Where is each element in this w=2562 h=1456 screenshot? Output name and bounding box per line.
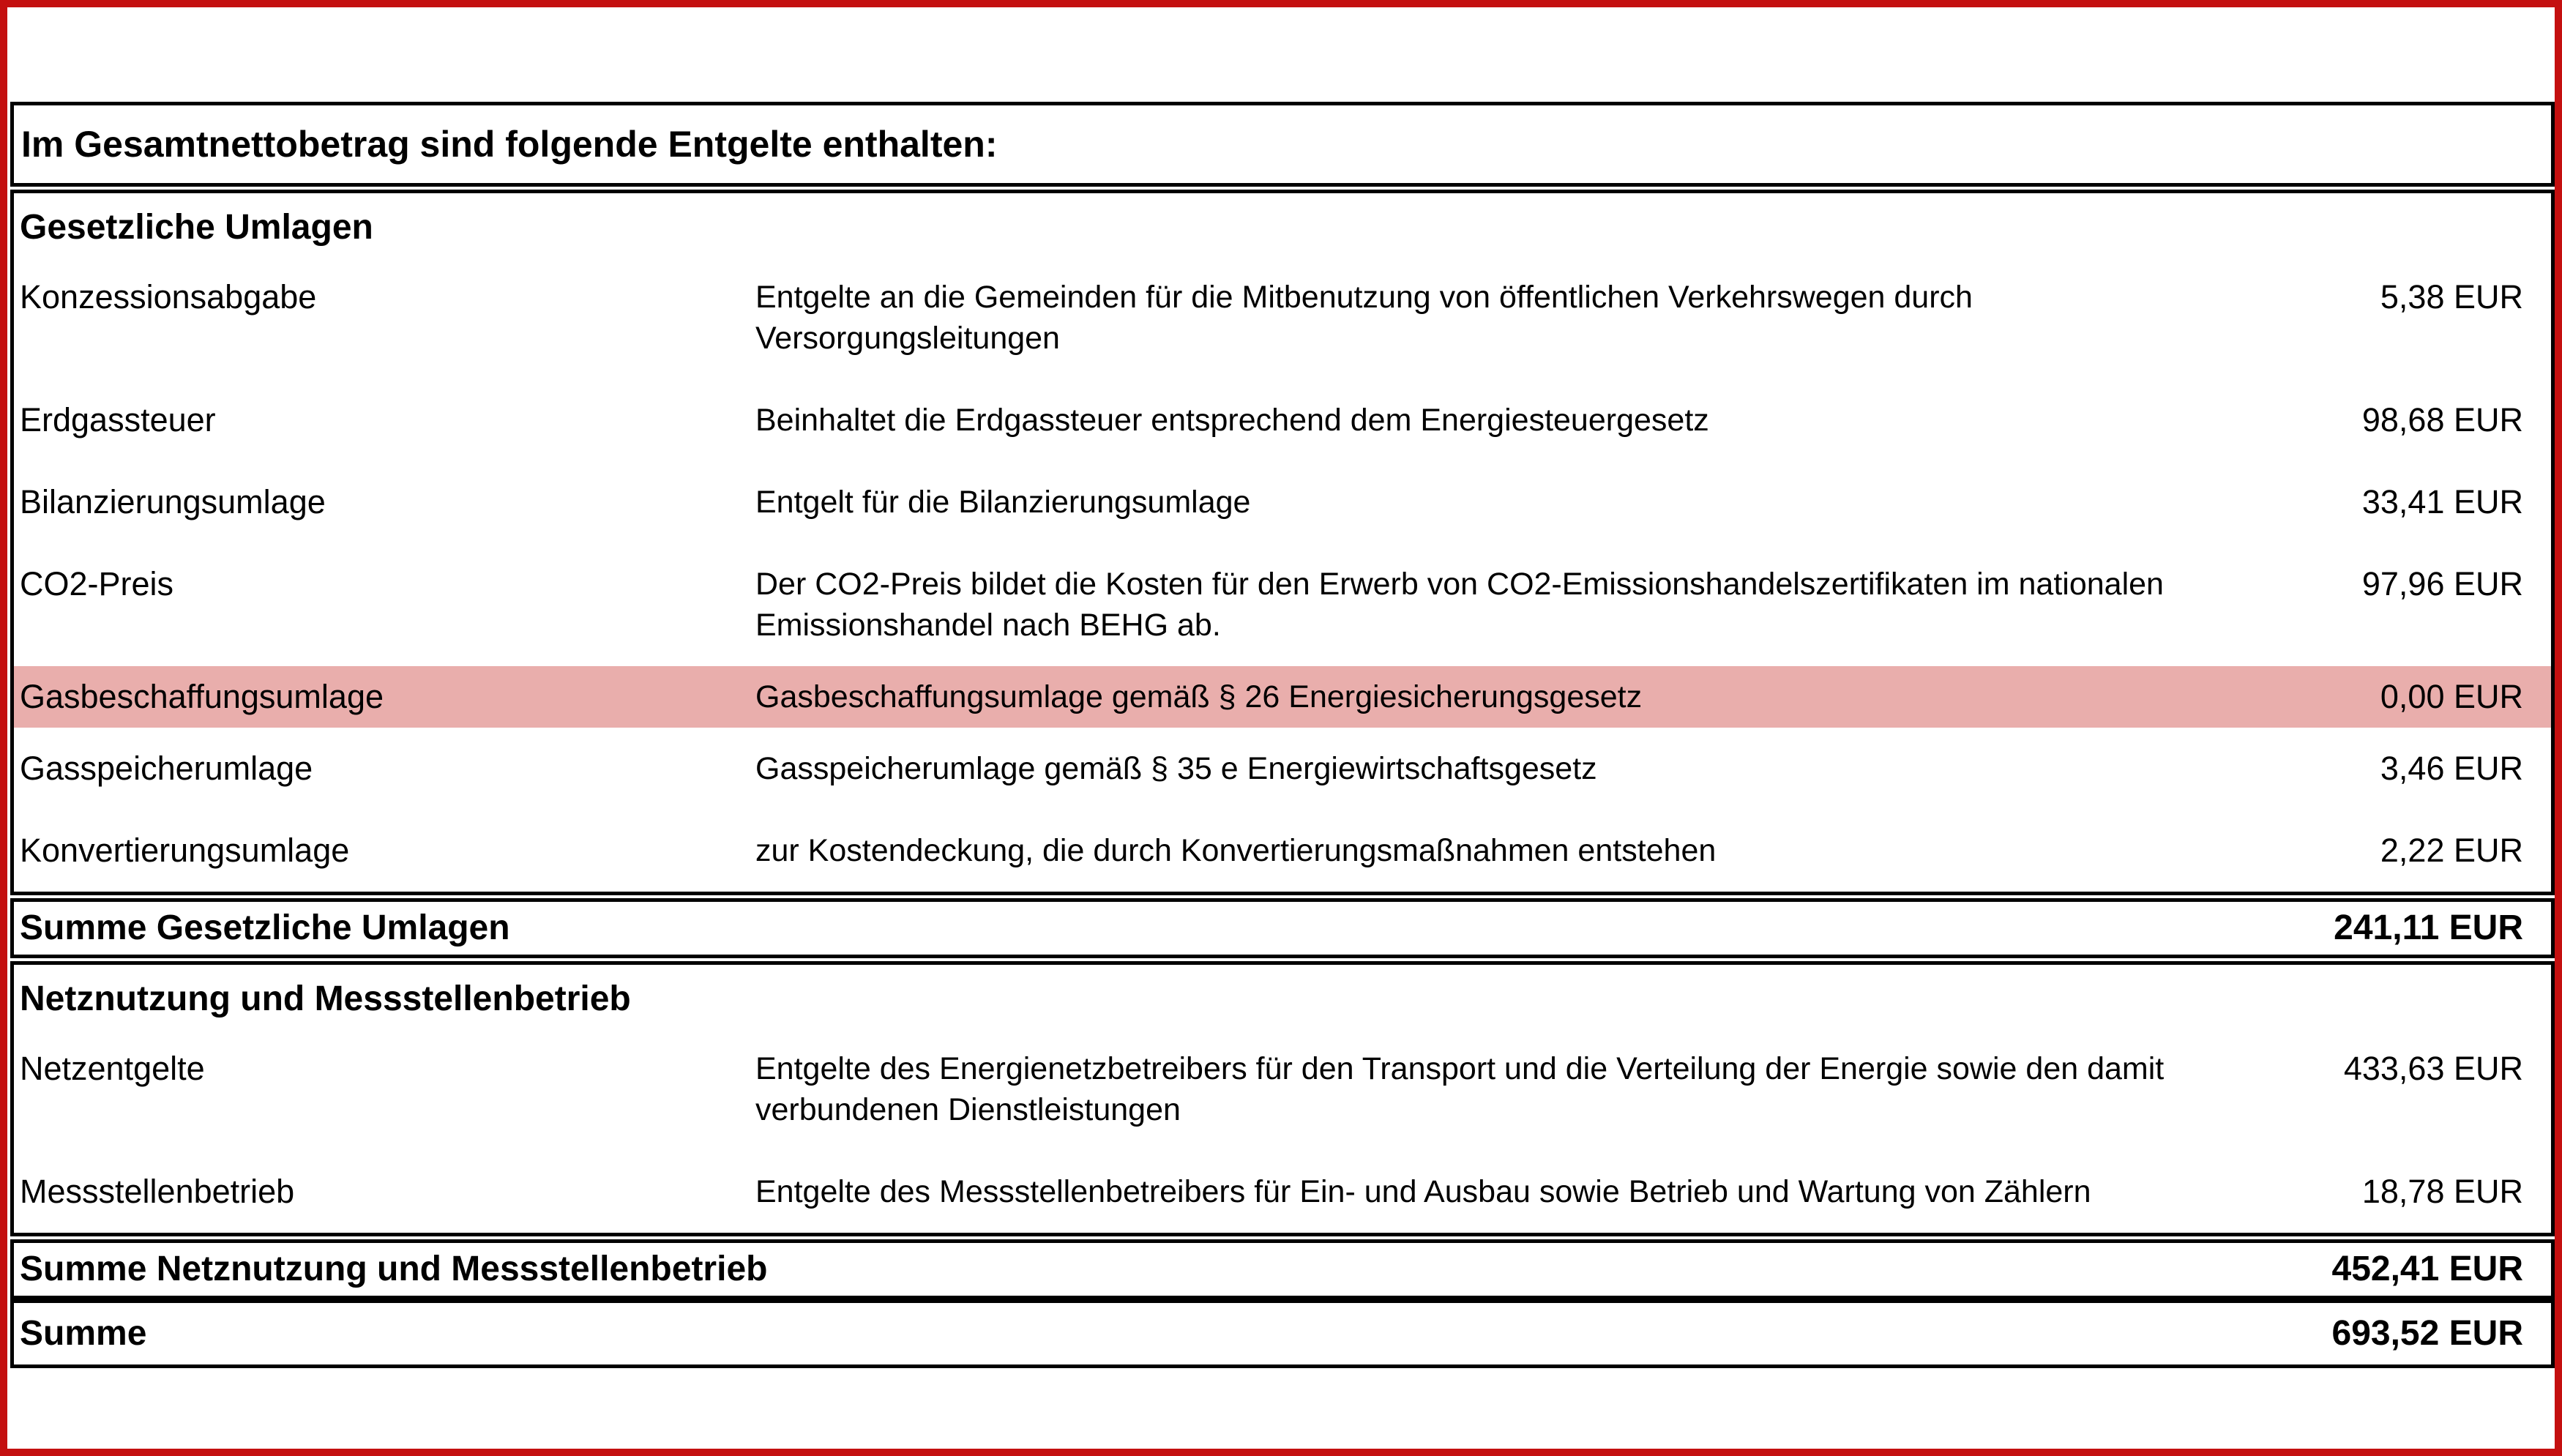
charge-amount: 18,78 EUR: [2361, 1173, 2523, 1210]
charge-amount: 433,63 EUR: [2343, 1050, 2523, 1087]
charge-label: Konvertierungsumlage: [20, 832, 350, 869]
charge-row: [14, 1028, 2551, 1151]
charge-description: Entgelt für die Bilanzierungsumlage: [755, 485, 1251, 520]
grand-total-box: [10, 1299, 2555, 1368]
charge-label: CO2-Preis: [20, 565, 174, 602]
charges-section: [10, 961, 2555, 1236]
charge-row: [14, 461, 2551, 543]
section-summary-label: Summe Gesetzliche Umlagen: [20, 908, 510, 947]
sections-container: [10, 190, 2555, 1299]
table-header-title: Im Gesamtnettobetrag sind folgende Entgelte enthalten:: [21, 124, 998, 165]
charge-description: Gasbeschaffungsumlage gemäß § 26 Energiesicherungsgesetz: [755, 679, 1643, 714]
grand-total-amount: 693,52 EUR: [2331, 1314, 2523, 1353]
section-heading: Netznutzung und Messstellenbetrieb: [20, 979, 631, 1018]
charge-amount: 98,68 EUR: [2361, 401, 2523, 438]
charge-label: Gasspeicherumlage: [20, 750, 313, 787]
charge-row: [14, 810, 2551, 892]
charge-amount: 33,41 EUR: [2361, 483, 2523, 520]
charge-amount: 0,00 EUR: [2380, 678, 2523, 715]
charge-label: Netzentgelte: [20, 1050, 205, 1087]
charge-label: Konzessionsabgabe: [20, 278, 317, 316]
table-header: [10, 102, 2555, 187]
grand-total-row: [14, 1303, 2551, 1364]
charge-row: [14, 1151, 2551, 1233]
charge-row: [14, 666, 2551, 728]
charge-description: zur Kostendeckung, die durch Konvertierungsmaßnahmen entstehen: [755, 833, 1717, 868]
section-summary-label: Summe Netznutzung und Messstellenbetrieb: [20, 1250, 768, 1288]
charge-description: Gasspeicherumlage gemäß § 35 e Energiewirtschaftsgesetz: [755, 751, 1597, 786]
charge-label: Erdgassteuer: [20, 401, 216, 438]
section-summary-row: [14, 1243, 2551, 1296]
charge-label: Messstellenbetrieb: [20, 1173, 295, 1210]
charge-row: [14, 728, 2551, 810]
charges-section: [10, 190, 2555, 895]
charge-description: Entgelte des Energienetzbetreibers für den Transport und die Verteilung der Energie sowie den damit verbundenen Dienstleistungen: [755, 1051, 2165, 1127]
charge-amount: 2,22 EUR: [2380, 832, 2523, 869]
charge-amount: 5,38 EUR: [2380, 278, 2523, 316]
charge-amount: 3,46 EUR: [2380, 750, 2523, 787]
charge-description: Beinhaltet die Erdgassteuer entsprechend dem Energiesteuergesetz: [755, 403, 1709, 438]
charge-description: Der CO2-Preis bildet die Kosten für den Erwerb von CO2-Emissionshandelszertifikaten im nationalen Emissionshandel nach BEHG ab.: [755, 567, 2164, 643]
section-summary-box: [10, 898, 2555, 958]
charge-label: Gasbeschaffungsumlage: [20, 678, 384, 715]
section-summary-row: [14, 902, 2551, 955]
section-heading: Gesetzliche Umlagen: [20, 208, 373, 247]
charge-row: [14, 379, 2551, 461]
section-summary-amount: 452,41 EUR: [2331, 1250, 2523, 1288]
grand-total-label: Summe: [20, 1314, 147, 1353]
charge-description: Entgelte des Messstellenbetreibers für Ein- und Ausbau sowie Betrieb und Wartung von Zählern: [755, 1174, 2091, 1209]
charge-row: [14, 256, 2551, 379]
charges-table: [10, 102, 2555, 1368]
section-summary-amount: 241,11 EUR: [2334, 908, 2523, 947]
charge-label: Bilanzierungsumlage: [20, 483, 326, 520]
charge-description: Entgelte an die Gemeinden für die Mitbenutzung von öffentlichen Verkehrswegen durch Versorgungsleitungen: [755, 280, 1973, 356]
section-summary-box: [10, 1239, 2555, 1299]
charge-row: [14, 543, 2551, 666]
charge-amount: 97,96 EUR: [2361, 565, 2523, 602]
